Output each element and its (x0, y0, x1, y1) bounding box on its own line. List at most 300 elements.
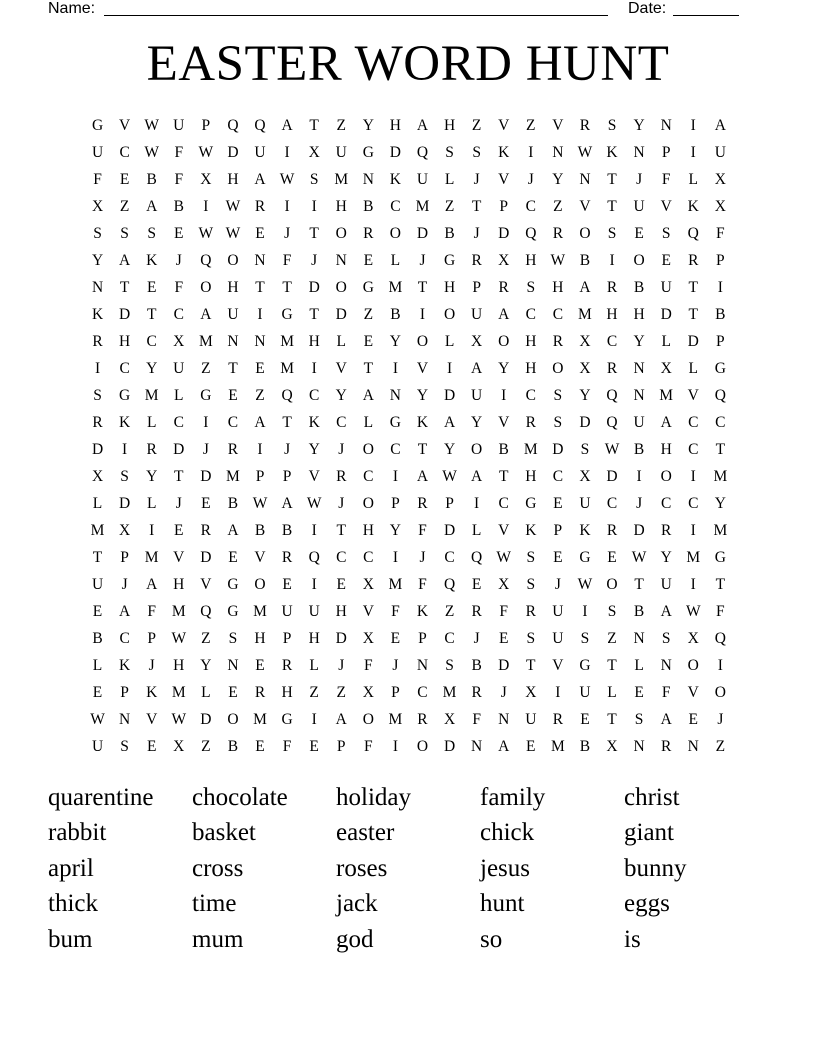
grid-row (84, 706, 734, 733)
grid-letter: C (552, 468, 564, 485)
grid-letter: M (171, 684, 186, 701)
word-item: cross (192, 854, 244, 882)
grid-letter: C (444, 549, 455, 566)
date-label: Date: (628, 0, 667, 17)
grid-letter: Z (119, 198, 130, 215)
grid-letter: E (363, 333, 374, 350)
grid-letter: H (254, 630, 266, 647)
grid-letter: O (498, 333, 510, 350)
grid-letter: V (254, 549, 266, 566)
grid-letter: E (661, 252, 671, 269)
grid-letter: M (415, 198, 430, 215)
grid-letter: X (119, 522, 131, 539)
grid-letter: R (254, 684, 266, 701)
word-item: jack (336, 890, 378, 918)
grid-letter: A (146, 198, 158, 215)
grid-letter: O (416, 738, 429, 755)
grid-letter: R (92, 333, 103, 350)
grid-letter: D (416, 225, 429, 242)
grid-letter: Z (444, 198, 455, 215)
word-item: bum (48, 925, 93, 953)
grid-letter: O (227, 711, 239, 728)
grid-letter: N (91, 279, 104, 296)
grid-letter: E (255, 738, 265, 755)
grid-letter: D (498, 225, 510, 242)
grid-letter: X (308, 144, 320, 161)
grid-letter: I (311, 576, 317, 593)
grid-letter: J (284, 225, 291, 242)
grid-letter: I (582, 603, 588, 620)
grid-letter: L (661, 333, 671, 350)
grid-letter: S (93, 225, 102, 242)
grid-letter: M (280, 333, 294, 350)
grid-letter: R (552, 711, 564, 728)
grid-letter: L (444, 333, 455, 350)
grid-letter: N (633, 360, 645, 377)
grid-letter: X (687, 630, 699, 647)
grid-letter: T (228, 360, 238, 377)
grid-letter: M (659, 387, 674, 404)
grid-letter: Y (579, 387, 591, 404)
grid-letter: L (444, 171, 455, 188)
grid-letter: A (254, 414, 266, 431)
grid-letter: D (579, 414, 591, 431)
grid-letter: A (498, 738, 510, 755)
grid-letter: O (687, 657, 699, 674)
grid-letter: J (148, 657, 155, 674)
grid-letter: T (282, 414, 292, 431)
word-item: jesus (480, 854, 530, 882)
grid-letter: Z (553, 198, 563, 215)
grid-letter: X (660, 360, 672, 377)
grid-letter: P (553, 522, 563, 539)
grid-letter: Z (363, 306, 374, 323)
grid-letter: T (688, 306, 698, 323)
grid-letter: U (660, 576, 672, 593)
grid-letter: W (685, 603, 701, 620)
grid-letter: G (119, 387, 131, 404)
grid-letter: B (444, 225, 455, 242)
grid-letter: C (606, 495, 618, 512)
grid-letter: I (555, 684, 561, 701)
grid-letter: C (363, 468, 374, 485)
grid-letter: Y (471, 414, 483, 431)
grid-letter: U (660, 279, 672, 296)
grid-letter: C (525, 387, 536, 404)
grid-letter: X (443, 711, 456, 728)
grid-letter: P (472, 279, 481, 296)
grid-letter: S (120, 738, 129, 755)
grid-letter: C (525, 306, 536, 323)
grid-letter: E (255, 225, 265, 242)
grid-letter: V (416, 360, 429, 377)
grid-letter: E (336, 576, 346, 593)
grid-letter: J (419, 549, 426, 566)
grid-letter: F (93, 171, 102, 188)
grid-letter: Q (308, 549, 320, 566)
word-item: so (480, 925, 503, 953)
grid-letter: Y (335, 387, 347, 404)
grid-letter: A (335, 711, 347, 728)
grid-letter: R (281, 549, 293, 566)
grid-letter: Q (200, 603, 212, 620)
grid-letter: M (550, 738, 565, 755)
grid-letter: Y (416, 387, 429, 404)
grid-letter: E (255, 360, 265, 377)
grid-letter: J (202, 441, 209, 458)
grid-letter: E (390, 630, 401, 647)
grid-letter: I (149, 522, 155, 539)
grid-letter: P (391, 684, 400, 701)
grid-letter: F (391, 603, 400, 620)
grid-letter: T (309, 225, 319, 242)
grid-letter: W (604, 441, 620, 458)
grid-letter: K (525, 522, 537, 539)
grid-letter: N (119, 711, 131, 728)
grid-letter: I (284, 198, 290, 215)
grid-letter: W (171, 711, 187, 728)
grid-letter: R (661, 522, 672, 539)
word-item: quarentine (48, 783, 154, 811)
grid-letter: C (119, 630, 130, 647)
grid-letter: D (443, 387, 456, 404)
grid-letter: D (335, 630, 347, 647)
grid-letter: J (338, 657, 345, 674)
grid-letter: A (660, 603, 672, 620)
grid-letter: O (335, 225, 347, 242)
grid-letter: N (254, 252, 266, 269)
grid-letter: H (227, 279, 239, 296)
grid-letter: P (255, 468, 265, 485)
grid-letter: U (552, 630, 564, 647)
grid-letter: L (92, 495, 103, 512)
grid-letter: I (636, 468, 642, 485)
grid-letter: A (119, 603, 131, 620)
word-list-row (48, 922, 768, 958)
grid-letter: V (552, 657, 564, 674)
grid-letter: P (147, 630, 156, 647)
grid-letter: E (119, 171, 130, 188)
grid-letter: C (390, 441, 401, 458)
word-item: giant (624, 819, 674, 847)
grid-letter: S (445, 657, 454, 674)
grid-letter: G (281, 306, 293, 323)
grid-letter: E (498, 630, 509, 647)
grid-letter: G (91, 117, 104, 134)
grid-row (84, 436, 734, 463)
grid-letter: H (173, 657, 185, 674)
grid-letter: X (173, 738, 185, 755)
grid-letter: A (416, 117, 429, 134)
grid-letter: M (713, 468, 728, 485)
grid-letter: Q (606, 414, 618, 431)
grid-letter: D (200, 711, 212, 728)
grid-letter: U (416, 171, 429, 188)
grid-letter: H (525, 468, 537, 485)
grid-letter: N (633, 630, 645, 647)
grid-letter: L (471, 522, 482, 539)
grid-letter: Z (309, 684, 319, 701)
grid-letter: M (388, 711, 403, 728)
grid-letter: J (175, 252, 182, 269)
grid-letter: O (660, 468, 672, 485)
grid-letter: E (92, 603, 103, 620)
grid-letter: A (714, 117, 726, 134)
word-item: is (624, 925, 641, 953)
grid-letter: W (442, 468, 457, 485)
grid-letter: I (94, 360, 101, 377)
grid-letter: T (634, 576, 644, 593)
word-item: time (192, 890, 237, 918)
grid-letter: R (146, 441, 157, 458)
grid-letter: T (607, 657, 617, 674)
grid-letter: V (146, 711, 158, 728)
grid-letter: H (525, 333, 537, 350)
grid-letter: H (443, 117, 456, 134)
grid-letter: X (579, 468, 591, 485)
grid-letter: B (254, 522, 266, 539)
grid-letter: R (471, 252, 482, 269)
grid-letter: I (203, 198, 209, 215)
grid-letter: K (606, 144, 618, 161)
grid-letter: B (92, 630, 103, 647)
grid-letter: G (714, 360, 726, 377)
grid-letter: F (661, 171, 671, 188)
grid-letter: G (227, 576, 239, 593)
grid-row (84, 733, 734, 760)
grid-letter: P (336, 738, 346, 755)
grid-letter: C (715, 414, 726, 431)
grid-letter: E (553, 549, 563, 566)
grid-letter: X (606, 738, 618, 755)
grid-letter: N (254, 333, 266, 350)
grid-letter: B (173, 198, 184, 215)
grid-letter: S (607, 603, 617, 620)
grid-letter: T (498, 468, 509, 485)
grid-letter: V (687, 387, 699, 404)
word-list-row (48, 780, 768, 816)
grid-letter: S (553, 414, 563, 431)
grid-row (84, 220, 734, 247)
grid-letter: R (227, 441, 239, 458)
grid-letter: Q (227, 117, 239, 134)
grid-letter: U (308, 603, 320, 620)
grid-letter: P (661, 144, 671, 161)
grid-letter: G (281, 711, 293, 728)
grid-letter: C (308, 387, 320, 404)
grid-letter: P (445, 495, 454, 512)
grid-letter: J (717, 711, 724, 728)
grid-letter: G (362, 144, 374, 161)
grid-letter: N (552, 144, 564, 161)
grid-letter: L (309, 657, 319, 674)
grid-letter: L (607, 684, 617, 701)
grid-letter: Z (201, 360, 211, 377)
grid-letter: O (552, 360, 564, 377)
grid-letter: J (473, 225, 480, 242)
grid-letter: O (362, 711, 374, 728)
grid-letter: A (579, 279, 591, 296)
grid-letter: F (716, 603, 725, 620)
grid-row (84, 652, 734, 679)
grid-letter: C (661, 495, 672, 512)
grid-letter: H (525, 360, 537, 377)
grid-letter: X (579, 360, 591, 377)
grid-letter: D (308, 279, 320, 296)
grid-letter: A (119, 252, 131, 269)
grid-letter: Q (281, 387, 293, 404)
grid-letter: I (392, 738, 398, 755)
grid-letter: L (146, 414, 157, 431)
grid-letter: N (362, 171, 374, 188)
grid-letter: L (634, 657, 644, 674)
grid-letter: P (391, 495, 400, 512)
grid-letter: O (389, 225, 401, 242)
grid-letter: E (174, 225, 184, 242)
grid-letter: Y (498, 360, 510, 377)
grid-letter: U (471, 387, 483, 404)
word-item: bunny (624, 854, 687, 882)
grid-letter: C (552, 306, 564, 323)
grid-letter: M (280, 360, 294, 377)
grid-letter: P (120, 684, 129, 701)
grid-letter: D (443, 522, 456, 539)
grid-letter: W (198, 144, 214, 161)
grid-letter: V (200, 576, 212, 593)
grid-letter: L (201, 684, 211, 701)
grid-letter: E (92, 684, 103, 701)
grid-letter: C (688, 495, 699, 512)
grid-letter: F (174, 144, 184, 161)
grid-row (84, 490, 734, 517)
grid-letter: C (688, 414, 699, 431)
grid-letter: S (580, 630, 590, 647)
grid-letter: H (335, 603, 347, 620)
grid-letter: A (227, 522, 239, 539)
grid-letter: S (661, 630, 671, 647)
grid-letter: I (474, 495, 480, 512)
grid-row (84, 247, 734, 274)
grid-letter: O (714, 684, 726, 701)
grid-letter: D (389, 144, 401, 161)
word-list-row (48, 851, 768, 887)
grid-letter: P (418, 630, 427, 647)
grid-letter: E (471, 576, 482, 593)
grid-letter: F (499, 603, 509, 620)
grid-letter: J (175, 495, 182, 512)
grid-letter: Q (254, 117, 266, 134)
word-item: basket (192, 819, 256, 847)
grid-letter: N (633, 144, 645, 161)
grid-letter: O (362, 495, 374, 512)
grid-letter: T (607, 198, 617, 215)
grid-letter: N (633, 387, 645, 404)
grid-letter: J (636, 495, 643, 512)
grid-letter: E (146, 738, 157, 755)
grid-letter: R (552, 333, 564, 350)
grid-letter: I (392, 468, 398, 485)
grid-letter: B (633, 279, 645, 296)
grid-letter: Y (200, 657, 212, 674)
grid-letter: S (472, 144, 481, 161)
word-item: hunt (480, 890, 525, 918)
grid-letter: F (418, 522, 427, 539)
grid-letter: E (363, 252, 374, 269)
grid-letter: U (471, 306, 483, 323)
grid-letter: A (443, 414, 456, 431)
grid-letter: H (633, 306, 645, 323)
grid-letter: B (579, 252, 591, 269)
grid-letter: Y (91, 252, 104, 269)
grid-letter: E (580, 711, 590, 728)
grid-letter: U (579, 684, 591, 701)
grid-letter: M (442, 684, 457, 701)
grid-letter: H (308, 333, 320, 350)
grid-letter: W (225, 225, 241, 242)
grid-letter: A (362, 387, 374, 404)
grid-letter: Q (443, 576, 456, 593)
grid-letter: I (311, 522, 317, 539)
grid-letter: Z (471, 117, 482, 134)
grid-letter: V (579, 198, 591, 215)
grid-row (84, 193, 734, 220)
grid-letter: W (198, 225, 214, 242)
grid-letter: C (444, 630, 455, 647)
grid-letter: E (282, 576, 292, 593)
grid-letter: D (227, 144, 239, 161)
grid-letter: X (91, 468, 104, 485)
grid-letter: L (688, 360, 698, 377)
word-item: mum (192, 925, 244, 953)
grid-letter: V (660, 198, 672, 215)
grid-letter: N (471, 738, 483, 755)
grid-letter: W (279, 171, 295, 188)
grid-letter: I (311, 360, 317, 377)
grid-letter: N (633, 738, 645, 755)
grid-letter: C (173, 414, 184, 431)
grid-letter: V (498, 171, 510, 188)
grid-letter: U (714, 144, 726, 161)
grid-letter: L (363, 414, 374, 431)
grid-letter: S (445, 144, 454, 161)
grid-letter: O (633, 252, 645, 269)
grid-letter: M (198, 333, 213, 350)
grid-letter: C (173, 306, 184, 323)
grid-letter: K (146, 252, 158, 269)
grid-letter: T (336, 522, 346, 539)
grid-letter: I (717, 657, 723, 674)
grid-letter: A (471, 360, 483, 377)
grid-letter: M (253, 603, 267, 620)
grid-letter: I (690, 144, 696, 161)
name-label: Name: (48, 0, 96, 17)
grid-row (84, 274, 734, 301)
grid-letter: M (144, 549, 159, 566)
grid-letter: C (525, 198, 536, 215)
grid-letter: D (660, 306, 672, 323)
grid-letter: T (688, 279, 698, 296)
grid-letter: D (633, 522, 645, 539)
grid-row (84, 517, 734, 544)
grid-letter: W (252, 495, 268, 512)
grid-letter: W (577, 576, 593, 593)
word-item: chocolate (192, 783, 288, 811)
grid-letter: T (607, 171, 617, 188)
grid-letter: Y (146, 468, 158, 485)
grid-letter: I (311, 711, 317, 728)
grid-letter: U (281, 603, 293, 620)
grid-letter: F (147, 603, 156, 620)
